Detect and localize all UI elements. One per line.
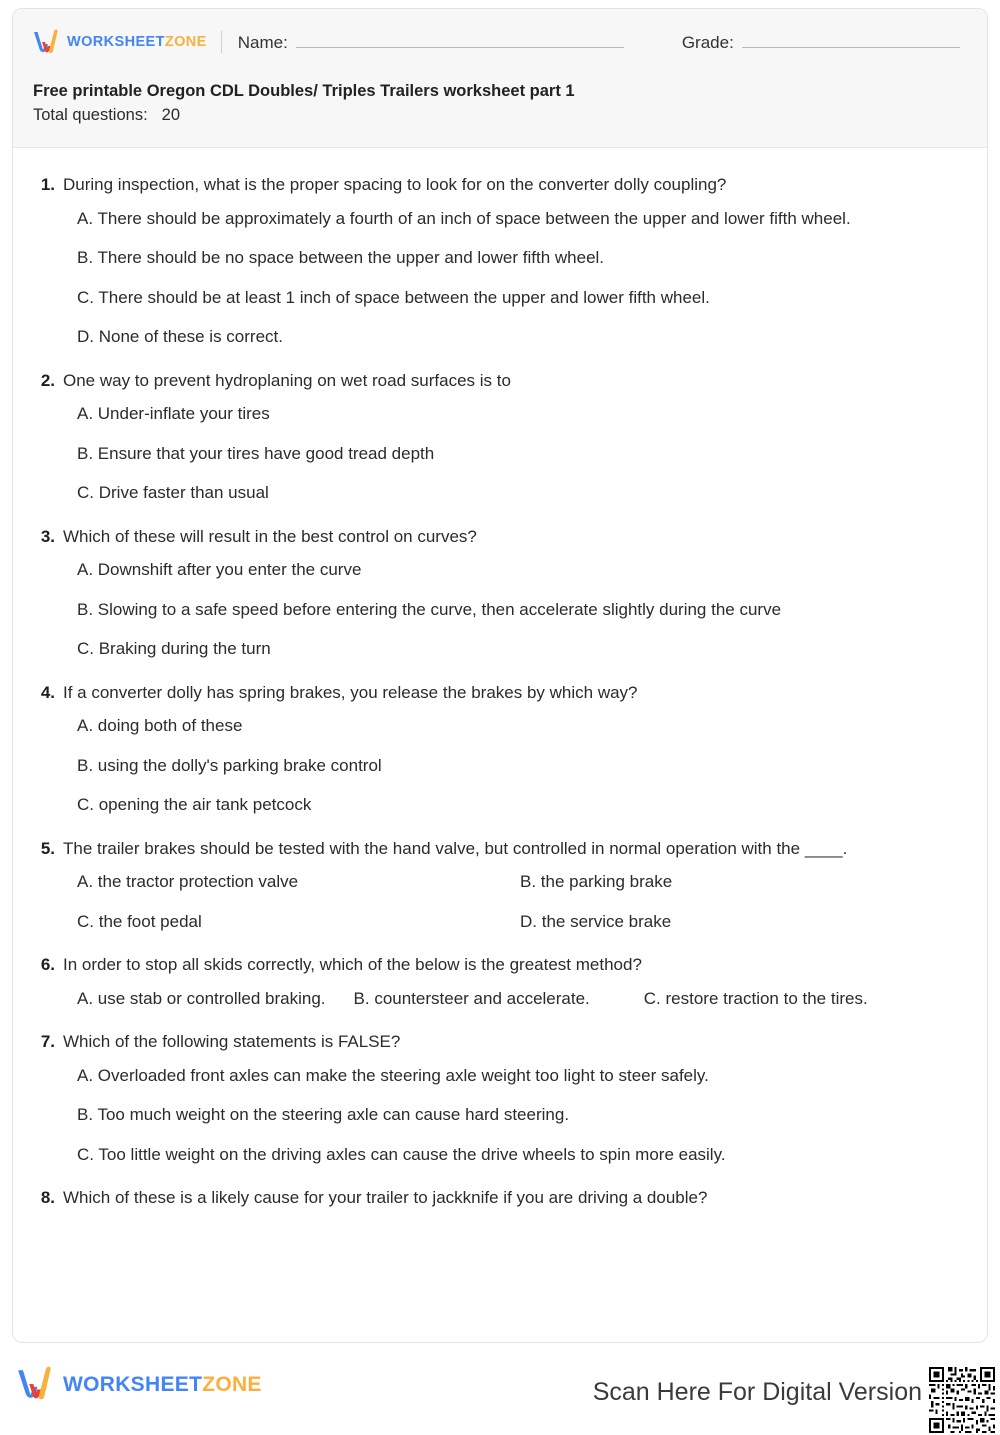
option-item[interactable]: A. the tractor protection valve bbox=[77, 872, 299, 891]
option-list bbox=[33, 986, 967, 1012]
question-text: One way to prevent hydroplaning on wet road surfaces is to bbox=[63, 370, 511, 390]
option-item[interactable]: B. Slowing to a safe speed before entering the curve, then accelerate slightly during the curve bbox=[77, 599, 782, 619]
question-number: 3. bbox=[40, 526, 55, 546]
option-item[interactable]: C. There should be at least 1 inch of space between the upper and lower fifth wheel. bbox=[77, 287, 710, 307]
worksheet-meta bbox=[31, 80, 969, 128]
name-field[interactable] bbox=[238, 32, 624, 53]
question-item bbox=[33, 952, 967, 1011]
brand-wordmark bbox=[67, 35, 207, 50]
question-text: During inspection, what is the proper spacing to look for on the converter dolly coupling? bbox=[63, 175, 727, 194]
worksheet-title: Free printable Oregon CDL Doubles/ Triples Trailers worksheet part 1 bbox=[33, 82, 575, 100]
brand-word-worksheet: WORKSHEET bbox=[67, 33, 165, 50]
option-list bbox=[33, 206, 967, 350]
qr-code-icon[interactable] bbox=[927, 1365, 997, 1435]
worksheet-card bbox=[12, 8, 988, 1343]
footer-worksheetzone-w-logo-icon bbox=[14, 1366, 54, 1402]
question-number: 5. bbox=[40, 838, 55, 858]
question-item bbox=[33, 368, 967, 506]
name-field-line[interactable] bbox=[296, 32, 624, 48]
footer-brand-word-zone: ZONE bbox=[202, 1372, 262, 1396]
question-header bbox=[33, 1185, 967, 1211]
page-footer bbox=[0, 1360, 1000, 1414]
question-header bbox=[33, 680, 967, 706]
total-questions-row bbox=[33, 104, 969, 128]
question-item bbox=[33, 172, 967, 350]
question-header bbox=[33, 524, 967, 550]
question-number: 7. bbox=[40, 1032, 55, 1051]
question-header bbox=[33, 836, 967, 862]
option-item[interactable]: D. the service brake bbox=[520, 911, 672, 931]
option-item[interactable]: A. use stab or controlled braking. bbox=[77, 988, 326, 1008]
option-list bbox=[33, 401, 967, 506]
option-item[interactable]: C. Drive faster than usual bbox=[77, 483, 269, 502]
question-header bbox=[33, 952, 967, 978]
question-header bbox=[33, 172, 967, 198]
option-list bbox=[33, 1063, 967, 1168]
question-text: In order to stop all skids correctly, which of the below is the greatest method? bbox=[63, 955, 642, 974]
option-item[interactable]: B. the parking brake bbox=[520, 872, 673, 891]
option-item[interactable]: D. None of these is correct. bbox=[77, 327, 283, 346]
grade-field-line[interactable] bbox=[742, 32, 960, 48]
question-item bbox=[33, 836, 967, 935]
brand-word-zone: ZONE bbox=[164, 33, 207, 50]
question-number: 4. bbox=[40, 682, 55, 702]
question-number: 6. bbox=[40, 955, 55, 974]
grade-field[interactable] bbox=[682, 32, 960, 53]
question-number: 1. bbox=[40, 175, 55, 194]
question-number: 2. bbox=[40, 370, 55, 390]
option-item[interactable]: C. the foot pedal bbox=[77, 911, 202, 931]
question-text: Which of these will result in the best control on curves? bbox=[63, 526, 477, 546]
worksheetzone-w-logo-icon bbox=[31, 29, 60, 55]
question-item bbox=[33, 1029, 967, 1167]
option-item[interactable]: C. Braking during the turn bbox=[77, 639, 271, 658]
option-item[interactable]: A. Downshift after you enter the curve bbox=[77, 560, 362, 579]
option-list bbox=[33, 557, 967, 662]
option-list bbox=[33, 713, 967, 818]
option-item[interactable]: B. Too much weight on the steering axle can cause hard steering. bbox=[77, 1105, 570, 1124]
question-text: Which of the following statements is FALSE? bbox=[63, 1032, 401, 1051]
question-item bbox=[33, 524, 967, 662]
header-divider bbox=[221, 31, 222, 53]
name-field-label: Name: bbox=[237, 32, 288, 52]
option-item[interactable]: A. Overloaded front axles can make the steering axle weight too light to steer safely. bbox=[77, 1065, 709, 1085]
question-text: The trailer brakes should be tested with the hand valve, but controlled in normal operation with the ____. bbox=[63, 838, 848, 858]
footer-brand-wordmark bbox=[63, 1374, 262, 1395]
option-item[interactable]: B. Ensure that your tires have good tread depth bbox=[77, 443, 435, 463]
option-item[interactable]: A. Under-inflate your tires bbox=[77, 404, 270, 423]
question-number: 8. bbox=[40, 1188, 55, 1207]
question-item bbox=[33, 680, 967, 818]
option-item[interactable]: B. using the dolly's parking brake control bbox=[77, 755, 382, 775]
question-header bbox=[33, 368, 967, 394]
option-item[interactable]: B. There should be no space between the upper and lower fifth wheel. bbox=[77, 248, 605, 267]
option-item[interactable]: C. restore traction to the tires. bbox=[643, 988, 868, 1008]
option-item[interactable]: B. countersteer and accelerate. bbox=[353, 988, 590, 1008]
option-list bbox=[33, 869, 967, 934]
question-header bbox=[33, 1029, 967, 1055]
option-item[interactable]: A. There should be approximately a fourth of an inch of space between the upper and lower fifth wheel. bbox=[77, 208, 851, 228]
question-item bbox=[33, 1185, 967, 1211]
scan-prompt-text: Scan Here For Digital Version bbox=[592, 1378, 922, 1406]
question-text: If a converter dolly has spring brakes, you release the brakes by which way? bbox=[63, 682, 638, 702]
question-text: Which of these is a likely cause for your trailer to jackknife if you are driving a double? bbox=[63, 1188, 708, 1207]
footer-brand-logo bbox=[14, 1366, 262, 1402]
option-item[interactable]: A. doing both of these bbox=[77, 716, 243, 735]
total-questions-label: Total questions: bbox=[33, 106, 148, 125]
option-item[interactable]: C. Too little weight on the driving axles can cause the drive wheels to spin more easily. bbox=[77, 1144, 726, 1164]
questions-list bbox=[13, 148, 987, 1211]
total-questions-value: 20 bbox=[161, 106, 181, 125]
grade-field-label: Grade: bbox=[681, 32, 734, 52]
brand-logo bbox=[31, 29, 207, 55]
header-top-row bbox=[31, 25, 969, 59]
footer-brand-word-worksheet: WORKSHEET bbox=[63, 1372, 203, 1396]
option-item[interactable]: C. opening the air tank petcock bbox=[77, 795, 312, 814]
worksheet-header bbox=[13, 9, 987, 148]
